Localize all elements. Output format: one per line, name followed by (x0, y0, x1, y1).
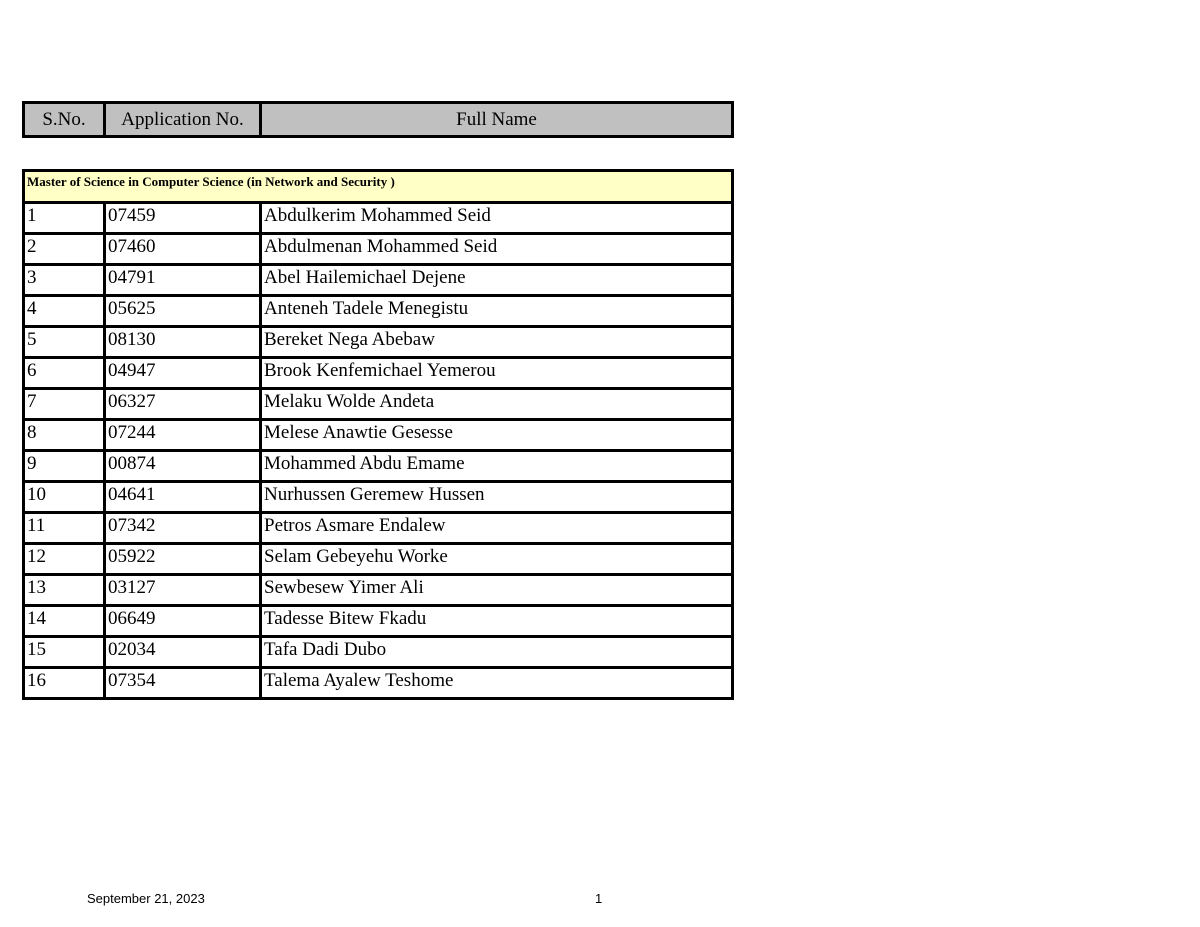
column-header-table (22, 101, 734, 138)
table-row (24, 327, 733, 358)
table-row (24, 606, 733, 637)
table-row (24, 203, 733, 234)
column-header-row (24, 103, 733, 137)
cell-application-no: 06649 (105, 606, 261, 637)
cell-sno: 10 (24, 482, 105, 513)
cell-sno: 3 (24, 265, 105, 296)
table-row (24, 668, 733, 699)
applicant-table (22, 169, 734, 700)
cell-sno: 13 (24, 575, 105, 606)
cell-sno: 7 (24, 389, 105, 420)
cell-sno: 2 (24, 234, 105, 265)
cell-sno: 4 (24, 296, 105, 327)
table-row (24, 358, 733, 389)
cell-application-no: 05625 (105, 296, 261, 327)
table-row (24, 296, 733, 327)
cell-sno: 6 (24, 358, 105, 389)
cell-full-name: Nurhussen Geremew Hussen (261, 482, 733, 513)
cell-sno: 11 (24, 513, 105, 544)
header-application-no: Application No. (105, 103, 261, 137)
cell-full-name: Melese Anawtie Gesesse (261, 420, 733, 451)
section-row (24, 171, 733, 203)
cell-full-name: Mohammed Abdu Emame (261, 451, 733, 482)
cell-application-no: 07244 (105, 420, 261, 451)
cell-full-name: Sewbesew Yimer Ali (261, 575, 733, 606)
header-sno: S.No. (24, 103, 105, 137)
section-title: Master of Science in Computer Science (in Network and Security ) (24, 171, 733, 203)
cell-sno: 1 (24, 203, 105, 234)
cell-full-name: Anteneh Tadele Menegistu (261, 296, 733, 327)
table-row (24, 513, 733, 544)
table-row (24, 420, 733, 451)
cell-sno: 9 (24, 451, 105, 482)
cell-full-name: Abdulmenan Mohammed Seid (261, 234, 733, 265)
cell-application-no: 07342 (105, 513, 261, 544)
table-row (24, 637, 733, 668)
cell-application-no: 04641 (105, 482, 261, 513)
table-row (24, 389, 733, 420)
table-row (24, 482, 733, 513)
cell-full-name: Abel Hailemichael Dejene (261, 265, 733, 296)
table-row (24, 451, 733, 482)
cell-application-no: 08130 (105, 327, 261, 358)
cell-application-no: 03127 (105, 575, 261, 606)
cell-application-no: 07354 (105, 668, 261, 699)
cell-sno: 15 (24, 637, 105, 668)
cell-full-name: Petros Asmare Endalew (261, 513, 733, 544)
applicant-table-body (24, 171, 733, 699)
cell-full-name: Talema Ayalew Teshome (261, 668, 733, 699)
cell-sno: 8 (24, 420, 105, 451)
cell-sno: 14 (24, 606, 105, 637)
cell-application-no: 04791 (105, 265, 261, 296)
cell-full-name: Selam Gebeyehu Worke (261, 544, 733, 575)
table-row (24, 544, 733, 575)
cell-application-no: 05922 (105, 544, 261, 575)
cell-full-name: Melaku Wolde Andeta (261, 389, 733, 420)
cell-full-name: Abdulkerim Mohammed Seid (261, 203, 733, 234)
cell-application-no: 07460 (105, 234, 261, 265)
cell-full-name: Bereket Nega Abebaw (261, 327, 733, 358)
cell-full-name: Tafa Dadi Dubo (261, 637, 733, 668)
table-row (24, 575, 733, 606)
footer-date: September 21, 2023 (87, 891, 205, 906)
cell-application-no: 02034 (105, 637, 261, 668)
header-full-name: Full Name (261, 103, 733, 137)
cell-application-no: 07459 (105, 203, 261, 234)
cell-full-name: Tadesse Bitew Fkadu (261, 606, 733, 637)
table-row (24, 265, 733, 296)
footer-page-number: 1 (595, 891, 603, 906)
cell-full-name: Brook Kenfemichael Yemerou (261, 358, 733, 389)
cell-application-no: 04947 (105, 358, 261, 389)
cell-sno: 16 (24, 668, 105, 699)
cell-sno: 12 (24, 544, 105, 575)
table-row (24, 234, 733, 265)
cell-application-no: 00874 (105, 451, 261, 482)
cell-sno: 5 (24, 327, 105, 358)
cell-application-no: 06327 (105, 389, 261, 420)
